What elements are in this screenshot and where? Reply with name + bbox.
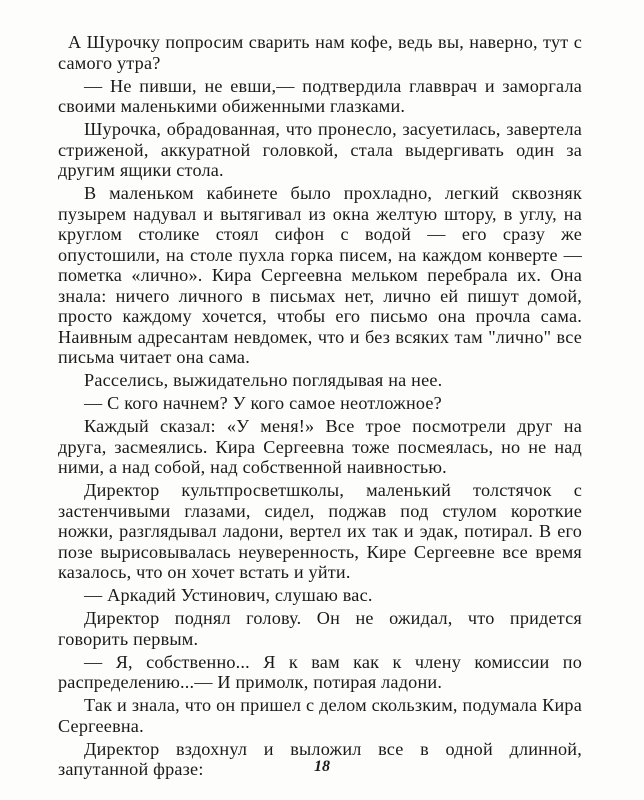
paragraph: — Не пивши, не евши,— подтвердила главврач и заморгала своими маленькими обиженными глазками.: [58, 75, 582, 116]
paragraph: Директор вздохнул и выложил все в одной длинной, запутанной фразе:: [58, 738, 582, 779]
paragraph: Так и знала, что он пришел с делом скользким, подумала Кира Сергеевна.: [58, 695, 582, 736]
paragraph: А Шурочку попросим сварить нам кофе, ведь вы, наверно, тут с самого утра?: [58, 32, 582, 73]
paragraph: — Я, собственно... Я к вам как к члену комиссии по распределению...— И примолк, потирая ладони.: [58, 651, 582, 692]
paragraph: В маленьком кабинете было прохладно, легкий сквозняк пузырем надувал и вытягивал из окна желтую штору, в углу, на круглом столике стоял сифон с водой — его сразу же опустошили, на столе пухла горка писем, на каждом конверте — пометка «лично». Кира Сергеевна мельком перебрала их. Она знала: ничего личного в письмах нет, лично ей пишут домой, просто каждому хочется, чтобы его письмо она прочла сама. Наивным адресантам невдомек, что и без всяких там "лично" все письма читает она сама.: [58, 183, 582, 367]
page-number: 18: [314, 758, 330, 775]
paragraph: Каждый сказал: «У меня!» Все трое посмотрели друг на друга, засмеялись. Кира Сергеевна тоже посмеялась, но не над ними, а над собой, над собственной наивностью.: [58, 416, 582, 477]
paragraph: — Аркадий Устинович, слушаю вас.: [84, 585, 373, 605]
paragraph: Директор культпросветшколы, маленький толстячок с застенчивыми глазами, сидел, поджав под стулом короткие ножки, разглядывал ладони, вертел их так и эдак, потирал. В его позе вырисовывалась неуверенность, Кире Сергеевне все время казалось, что он хочет встать и уйти.: [58, 480, 582, 582]
paragraph: Расселись, выжидательно поглядывая на нее.: [84, 370, 443, 390]
paragraph: Директор поднял голову. Он не ожидал, что придется говорить первым.: [58, 608, 582, 649]
body-text: [58, 32, 582, 782]
paragraph: Шурочка, обрадованная, что пронесло, засуетилась, завертела стриженой, аккуратной головкой, стала выдергивать один за другим ящики стола.: [58, 119, 582, 180]
paragraph: — С кого начнем? У кого самое неотложное?: [84, 393, 442, 413]
